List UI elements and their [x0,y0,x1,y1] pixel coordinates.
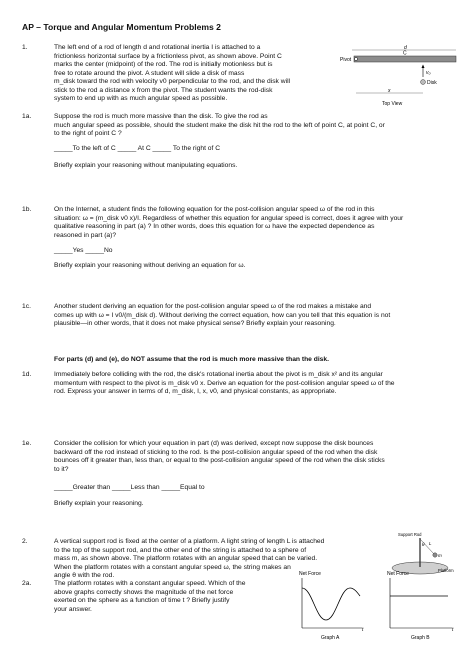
q1e-explain: Briefly explain your reasoning. [54,500,144,507]
q2a-text [54,580,294,614]
theta-label: θ [422,542,425,547]
q1-line: frictionless horizontal surface by a frictionless pivot, as shown above. Point C [54,52,282,60]
graph-a-xlabel: t [362,627,364,633]
q1b-explain: Briefly explain your reasoning without deriving an equation for ω. [54,262,246,269]
q2a-line: The platform rotates with a constant angular speed. Which of the [54,580,246,587]
v0-label: v₀ [426,70,431,76]
q1e-number: 1e. [22,440,32,447]
x-label: x [388,88,391,94]
q1e-line: Consider the collision for which your equation in part (d) was derived, except now suppose the disk bounces [54,440,374,447]
q1-number: 1. [22,44,28,51]
rod-disk-figure [340,44,460,110]
support-rod-label: Support Rod [398,532,422,537]
rod-shape [354,56,456,62]
graph-b-caption: Graph B [411,635,430,641]
length-label: L [429,541,432,546]
q1a-text [54,113,385,139]
q1a-explain: Briefly explain your reasoning without manipulating equations. [54,162,238,169]
d-label: d [404,45,407,51]
pivot-label: Pivot [340,57,352,63]
q1b-line: situation: ω = (m_disk v0 x)/I. Regardless of whether this equation for angular speed is correct, does it agree with your [54,214,404,222]
graph-a-curve [302,588,360,620]
q2-line: to the top of the support rod, and the other end of the string is attached to a sphere of [54,546,307,554]
q1a-line: much angular speed as possible, should the student make the disk hit the rod to the left of point C, at point C, or [54,121,385,129]
graph-a [296,568,370,644]
graph-a-ylabel: Net Force [299,571,321,577]
disk-shape [421,80,426,85]
q2a-line: your answer. [54,605,92,613]
q1b-line: On the Internet, a student finds the following equation for the post-collision angular speed ω of the rod in this [54,206,375,213]
q1-line: stick to the rod a distance x from the pivot. The student wants the rod-disk [54,86,273,94]
q1b-number: 1b. [22,206,32,213]
velocity-arrowhead [422,65,425,69]
graph-b-ylabel: Net Force [387,571,409,577]
q1a-choices[interactable]: _____To the left of C _____ At C _____ To the right of C [54,145,221,152]
q1a-line: to the right of point C ? [54,130,122,137]
parts-de-notice: For parts (d) and (e), do NOT assume that the rod is much more massive than the disk. [54,356,329,363]
q1c-text [54,303,390,329]
q1c-number: 1c. [22,303,31,310]
q1e-line: bounces off it greater than, less than, or equal to the post-collision angular speed of the rod when the disk sticks [54,457,385,464]
q1-line: system to end up with as much angular speed as possible. [54,95,228,102]
disk-label: Disk [427,80,437,86]
graph-b-xlabel: t [452,627,454,633]
q1b-line: reasoned in part (a)? [54,231,117,239]
q1e-line: backward off the rod instead of sticking to the rod. Is the post-collision angular speed of the rod when the disk [54,448,378,456]
q2a-line: above graphs correctly shows the magnitude of the net force [54,588,234,596]
q1c-line: comes up with ω = I v0/(m_disk d). Without deriving the correct equation, how can you tell that this equation is not [54,311,391,319]
q1d-line: momentum with respect to the pivot is m_disk v0 x. Derive an equation for the post-collision angular speed ω of the [54,379,395,387]
q1-line: The left end of a rod of length d and rotational inertia I is attached to a [54,44,261,51]
q1-line: m_disk toward the rod with velocity v0 perpendicular to the rod, and the disk will [54,78,291,85]
sphere-shape [433,553,437,557]
mass-label: m [438,553,442,558]
q1-line: marks the center (midpoint) of the rod. The rod is initially motionless but is [54,61,273,68]
graph-b [384,568,460,644]
q1c-line: Another student deriving an equation for the post-collision angular speed ω of the rod makes a mistake and [54,303,372,310]
q2-line: mass m, as shown above. The platform rotates with an angular speed that can be varied. [54,555,318,562]
q1-line: free to rotate around the pivot. A student will slide a disk of mass [54,69,245,77]
q1d-line: Immediately before colliding with the rod, the disk's rotational inertia about the pivot is m_disk x² and its angular [54,371,383,378]
q2a-line: exerted on the sphere as a function of time t ? Briefly justify [54,597,230,604]
q2-line: When the platform rotates with a constant angular speed ω, the string makes an [54,563,291,571]
q1a-line: Suppose the rod is much more massive than the disk. To give the rod as [54,113,268,120]
q1-text [54,44,290,104]
q1d-number: 1d. [22,371,32,378]
figure-caption: Top View [382,101,403,107]
platform-label: Platform [438,568,454,573]
graph-a-caption: Graph A [321,635,340,641]
q2-line: A vertical support rod is fixed at the center of a platform. A light string of length L is attached [54,538,325,545]
q2-number: 2. [22,538,28,545]
pivot-point [354,57,357,60]
q1d-text [54,371,395,397]
q1a-number: 1a. [22,113,32,120]
q1c-line: plausible—in other words, that it does not make physical sense? Briefly explain your reasoning. [54,320,336,327]
q1b-choices[interactable]: _____Yes _____No [54,247,113,254]
q1e-line: to it? [54,465,69,473]
q1d-line: rod. Express your answer in terms of d, m_disk, I, x, v0, and physical constants, as appropriate. [54,388,337,395]
point-c-label: C [403,50,407,57]
q2-line: angle θ with the rod. [54,572,115,579]
q1b-line: qualitative reasoning in part (a) ? In other words, does this equation for ω have the expected dependence as [54,223,375,230]
page-title: AP – Torque and Angular Momentum Problems 2 [22,22,221,32]
q2a-number: 2a. [22,580,32,587]
q1e-choices[interactable]: _____Greater than _____Less than _____Equal to [54,484,205,491]
q1e-text [54,440,385,474]
q1b-text [54,206,403,240]
